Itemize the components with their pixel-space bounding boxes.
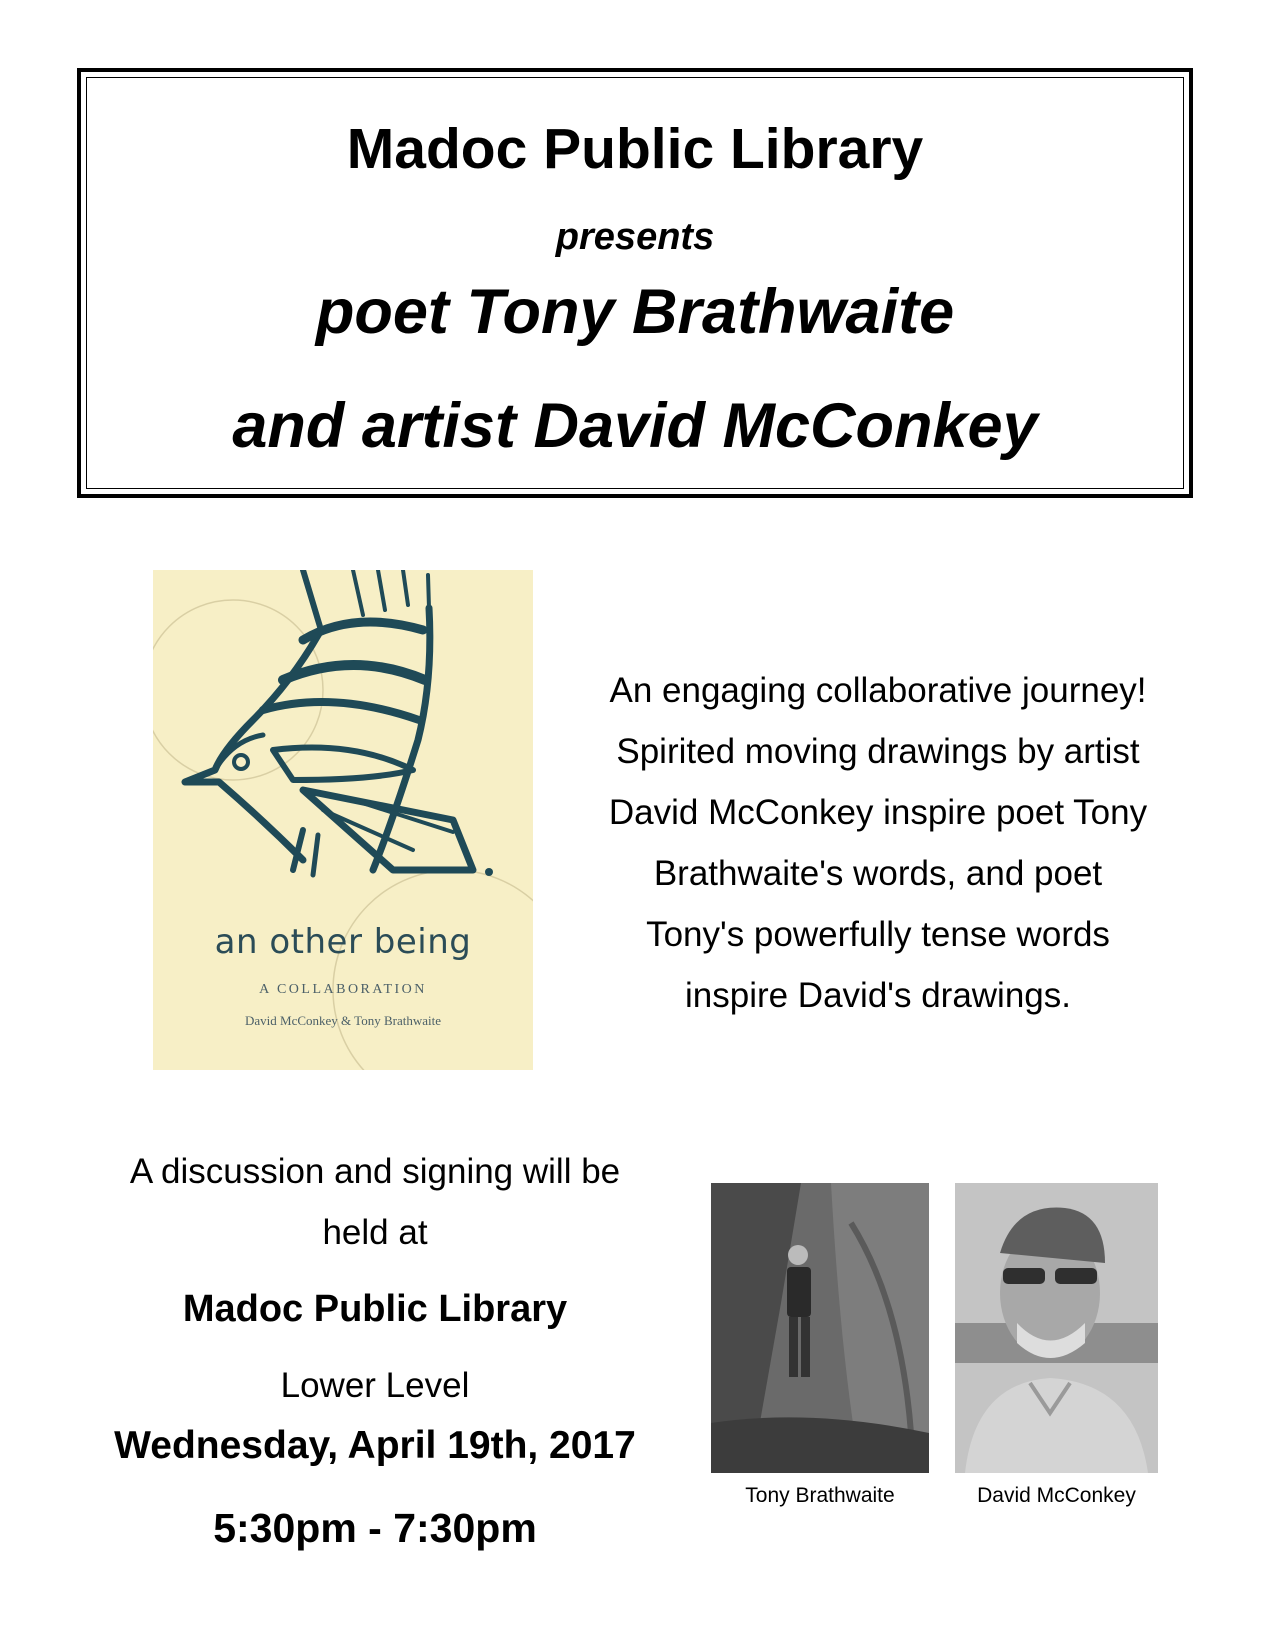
event-venue: Madoc Public Library	[182, 1288, 568, 1330]
event-level: Lower Level	[280, 1366, 470, 1405]
description-line: Tony's powerfully tense words	[646, 915, 1110, 954]
header-artist-line: and artist David McConkey	[232, 391, 1038, 461]
book-subtitle: A COLLABORATION	[259, 982, 427, 997]
book-cover	[153, 570, 533, 1070]
portrait-icon	[955, 1183, 1158, 1473]
book-title: an other being	[214, 922, 472, 962]
event-date: Wednesday, April 19th, 2017	[114, 1424, 636, 1467]
caption-david: David McConkey	[977, 1484, 1136, 1507]
caption-tony: Tony Brathwaite	[745, 1484, 895, 1507]
header-presents: presents	[555, 216, 715, 258]
description-line: Brathwaite's words, and poet	[653, 854, 1103, 893]
person-on-rocks-icon	[711, 1183, 929, 1473]
description-line: inspire David's drawings.	[684, 976, 1071, 1015]
header-organization: Madoc Public Library	[346, 117, 924, 181]
description-line: An engaging collaborative journey!	[609, 671, 1147, 710]
photo-david-mcconkey	[955, 1183, 1158, 1473]
book-authors: David McConkey & Tony Brathwaite	[245, 1013, 441, 1028]
description-line: Spirited moving drawings by artist	[616, 732, 1140, 771]
header-box	[77, 68, 1193, 498]
description-line: David McConkey inspire poet Tony	[608, 793, 1148, 832]
header-inner-border	[86, 77, 1184, 489]
event-time: 5:30pm - 7:30pm	[213, 1505, 537, 1551]
event-intro-line-2: held at	[322, 1213, 428, 1252]
event-intro-line-1: A discussion and signing will be	[129, 1152, 621, 1191]
header-poet-line: poet Tony Brathwaite	[315, 277, 955, 347]
photo-tony-brathwaite	[711, 1183, 929, 1473]
description	[568, 660, 1188, 1026]
